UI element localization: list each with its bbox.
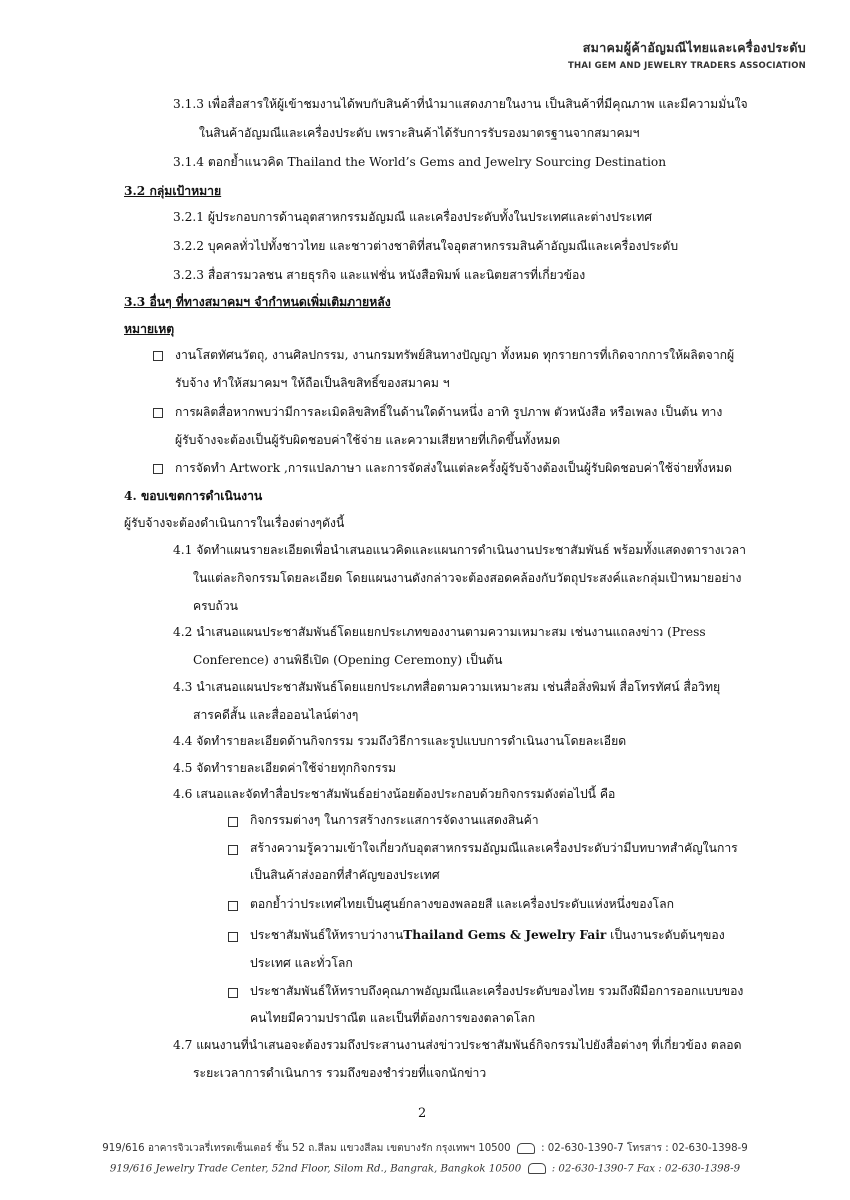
item-4-6-bullet-4-line2: ประเทศ และทั่วโลก (250, 956, 353, 970)
section-4-intro: ผู้รับจ้างจะต้องดำเนินการในเรื่องต่างๆดังนี้ (124, 516, 345, 530)
footer-thai (0, 1140, 850, 1156)
footer-english-phone: : 02-630-1390-7 Fax : 02-630-1398-9 (551, 1163, 741, 1175)
heading-3-3: 3.3 อื่นๆ ที่ทางสมาคมฯ จำกำหนดเพิ่มเติมภายหลัง (124, 295, 391, 309)
item-4-3-line2: สารคดีสั้น และสื่อออนไลน์ต่างๆ (193, 708, 359, 722)
item-4-6-bullet-5-line2: คนไทยมีความปราณีต และเป็นที่ต้องการของตลาดโลก (250, 1011, 536, 1025)
note-1-line2: รับจ้าง ทำให้สมาคมฯ ให้ถือเป็นลิขสิทธิ์ของสมาคม ฯ (175, 376, 450, 390)
org-name-english: THAI GEM AND JEWELRY TRADERS ASSOCIATION (568, 61, 806, 71)
note-2-line2: ผู้รับจ้างจะต้องเป็นผู้รับผิดชอบค่าใช้จ่าย และความเสียหายที่เกิดขึ้นทั้งหมด (175, 433, 561, 447)
item-4-6-bullet-4-line1 (250, 927, 725, 943)
heading-4: 4. ขอบเขตการดำเนินงาน (124, 489, 263, 503)
item-4-5: 4.5 จัดทำรายละเอียดค่าใช้จ่ายทุกกิจกรรม (173, 761, 397, 775)
note-heading: หมายเหตุ (124, 322, 175, 336)
item-4-6-bullet-3: ตอกย้ำว่าประเทศไทยเป็นศูนย์กลางของพลอยสี และเครื่องประดับแห่งหนึ่งของโลก (250, 897, 674, 911)
item-4-7-line1: 4.7 แผนงานที่นำเสนอจะต้องรวมถึงประสานงานส่งข่าวประชาสัมพันธ์กิจกรรมไปยังสื่อต่างๆ ที่เกี่ยวข้อง ตลอด (173, 1038, 742, 1052)
item-3-2-3: 3.2.3 สื่อสารมวลชน สายธุรกิจ และแฟชั่น หนังสือพิมพ์ และนิตยสารที่เกี่ยวข้อง (173, 268, 586, 282)
footer-thai-phone: : 02-630-1390-7 โทรสาร : 02-630-1398-9 (541, 1143, 748, 1154)
item-4-1-line1: 4.1 จัดทำแผนรายละเอียดเพื่อนำเสนอแนวคิดและแผนการดำเนินงานประชาสัมพันธ์ พร้อมทั้งแสดงตารางเวลา (173, 543, 746, 557)
org-name-thai: สมาคมผู้ค้าอัญมณีไทยและเครื่องประดับ (582, 40, 806, 55)
phone-icon (517, 1143, 535, 1154)
checkbox-icon (228, 901, 238, 911)
item-3-2-1: 3.2.1 ผู้ประกอบการด้านอุตสาหกรรมอัญมณี และเครื่องประดับทั้งในประเทศและต่างประเทศ (173, 210, 652, 224)
item-4-1-line3: ครบถ้วน (193, 599, 238, 613)
item-3-2-2: 3.2.2 บุคคลทั่วไปทั้งชาวไทย และชาวต่างชาติที่สนใจอุตสาหกรรมสินค้าอัญมณีและเครื่องประดับ (173, 239, 679, 253)
item-4-6-bullet-2-line2: เป็นสินค้าส่งออกที่สำคัญของประเทศ (250, 868, 440, 882)
page-number: 2 (418, 1106, 427, 1121)
note-1-line1: งานโสตทัศนวัตถุ, งานศิลปกรรม, งานกรมทรัพย์สินทางปัญญา ทั้งหมด ทุกรายการที่เกิดจากการให้ผลิตจากผู้ (175, 348, 735, 362)
note-3: การจัดทำ Artwork ,การแปลภาษา และการจัดส่งในแต่ละครั้งผู้รับจ้างต้องเป็นผู้รับผิดชอบค่าใช้จ่ายทั้งหมด (175, 461, 732, 475)
item-4-3-line1: 4.3 นำเสนอแผนประชาสัมพันธ์โดยแยกประเภทสื่อตามความเหมาะสม เช่นสื่อสิ่งพิมพ์ สื่อโทรทัศน์ สื่อวิทยุ (173, 680, 721, 694)
footer-thai-address: 919/616 อาคารจิวเวลรี่เทรดเซ็นเตอร์ ชั้น 52 ถ.สีลม แขวงสีลม เขตบางรัก กรุงเทพฯ 10500 (102, 1143, 511, 1154)
phone-icon (528, 1163, 546, 1174)
checkbox-icon (228, 817, 238, 827)
item-4-2-line1: 4.2 นำเสนอแผนประชาสัมพันธ์โดยแยกประเภทของงานตามความเหมาะสม เช่นงานแถลงข่าว (Press (173, 625, 706, 639)
checkbox-icon (228, 988, 238, 998)
checkbox-icon (153, 408, 163, 418)
item-4-4: 4.4 จัดทำรายละเอียดด้านกิจกรรม รวมถึงวิธีการและรูปแบบการดำเนินงานโดยละเอียด (173, 734, 627, 748)
item-3-1-4: 3.1.4 ตอกย้ำแนวคิด Thailand the World’s Gems and Jewelry Sourcing Destination (173, 155, 667, 169)
event-name: Thailand Gems & Jewelry Fair (403, 928, 607, 942)
item-4-6-bullet-2-line1: สร้างความรู้ความเข้าใจเกี่ยวกับอุตสาหกรรมอัญมณีและเครื่องประดับว่ามีบทบาทสำคัญในการ (250, 841, 738, 855)
checkbox-icon (228, 845, 238, 855)
item-4-1-line2: ในแต่ละกิจกรรมโดยละเอียด โดยแผนงานดังกล่าวจะต้องสอดคล้องกับวัตถุประสงค์และกลุ่มเป้าหมายอย่าง (193, 571, 742, 585)
bullet-4-prefix: ประชาสัมพันธ์ให้ทราบว่างาน (250, 928, 404, 942)
footer-english-address: 919/616 Jewelry Trade Center, 52nd Floor, Silom Rd., Bangrak, Bangkok 10500 (109, 1163, 522, 1175)
checkbox-icon (153, 464, 163, 474)
item-4-2-line2: Conference) งานพิธีเปิด (Opening Ceremony) เป็นต้น (193, 653, 503, 667)
checkbox-icon (228, 932, 238, 942)
checkbox-icon (153, 351, 163, 361)
item-4-7-line2: ระยะเวลาการดำเนินการ รวมถึงของชำร่วยที่แจกนักข่าว (193, 1066, 487, 1080)
item-4-6: 4.6 เสนอและจัดทำสื่อประชาสัมพันธ์อย่างน้อยต้องประกอบด้วยกิจกรรมดังต่อไปนี้ คือ (173, 787, 616, 801)
item-3-1-3-line1: 3.1.3 เพื่อสื่อสารให้ผู้เข้าชมงานได้พบกับสินค้าที่นำมาแสดงภายในงาน เป็นสินค้าที่มีคุณภาพ และมีความมั่นใจ (173, 97, 748, 111)
item-4-6-bullet-1: กิจกรรมต่างๆ ในการสร้างกระแสการจัดงานแสดงสินค้า (250, 813, 539, 827)
item-4-6-bullet-5-line1: ประชาสัมพันธ์ให้ทราบถึงคุณภาพอัญมณีและเครื่องประดับของไทย รวมถึงฝีมือการออกแบบของ (250, 984, 744, 998)
item-3-1-3-line2: ในสินค้าอัญมณีและเครื่องประดับ เพราะสินค้าได้รับการรับรองมาตรฐานจากสมาคมฯ (199, 126, 640, 140)
note-2-line1: การผลิตสื่อหากพบว่ามีการละเมิดลิขสิทธิ์ในด้านใดด้านหนึ่ง อาทิ รูปภาพ ตัวหนังสือ หรือเพลง เป็นต้น ทาง (175, 405, 723, 419)
heading-3-2: 3.2 กลุ่มเป้าหมาย (124, 184, 222, 198)
bullet-4-suffix: เป็นงานระดับต้นๆของ (606, 928, 725, 942)
footer-english (0, 1163, 850, 1175)
letterhead (568, 38, 806, 71)
